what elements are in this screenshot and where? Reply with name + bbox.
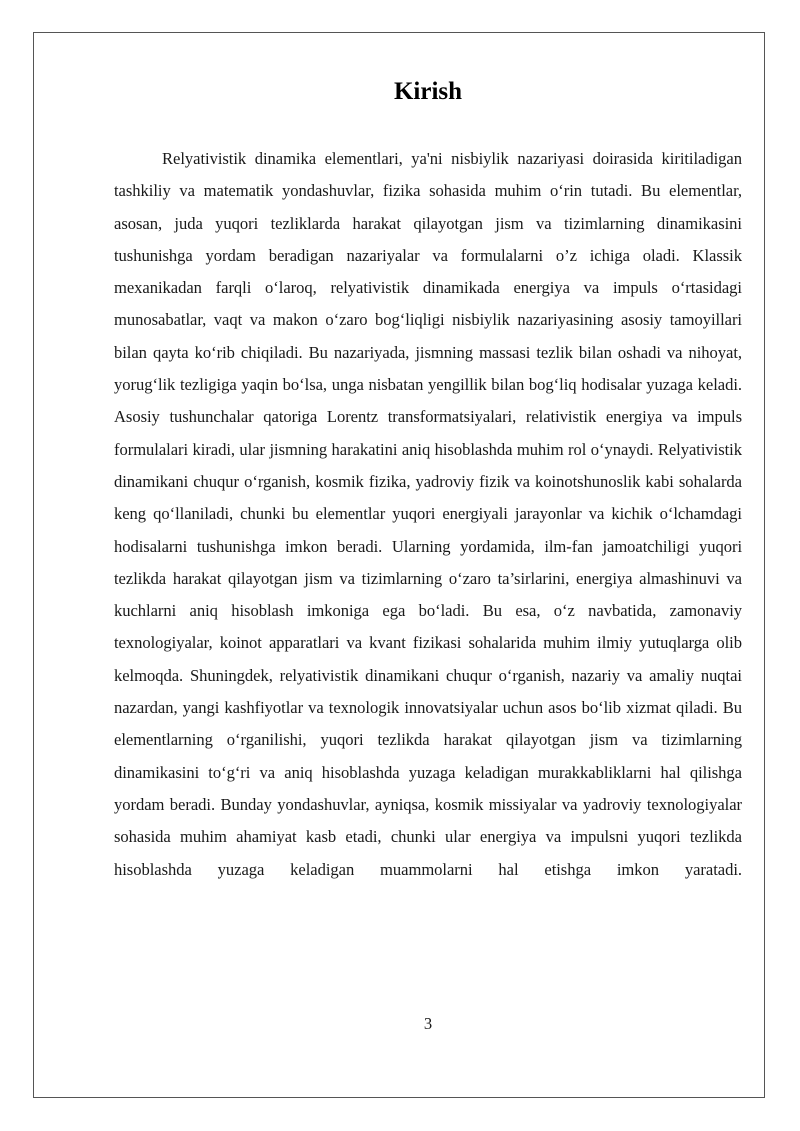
page-number: 3: [423, 1014, 433, 1033]
page-title: Kirish: [393, 78, 463, 105]
body-paragraph: Relyativistik dinamika elementlari, ya'ni nisbiylik nazariyasi doirasida kiritiladigan tashkiliy va matematik yondashuvlar, fizika sohasida muhim o‘rin tutadi. Bu elementlar, asosan, juda yuqori tezliklarda harakat qilayotgan jism va tizimlarning dinamikasini tushunishga yordam beradigan nazariyalar va formulalarni o’z ichiga oladi. Klassik mexanikadan farqli o‘laroq, relyativistik dinamikada energiya va impuls o‘rtasidagi munosabatlar, vaqt va makon o‘zaro bog‘liqligi nisbiylik nazariyasining asosiy tamoyillari bilan qayta ko‘rib chiqiladi. Bu nazariyada, jismning massasi tezlik bilan oshadi va nihoyat, yorug‘lik tezligiga yaqin bo‘lsa, unga nisbatan yengillik bilan bog‘liq hodisalar yuzaga keladi. Asosiy tushunchalar qatoriga Lorentz transformatsiyalari, relativistik energiya va impuls formulalari kiradi, ular jismning harakatini aniq hisoblashda muhim rol o‘ynaydi. Relyativistik dinamikani chuqur o‘rganish, kosmik fizika, yadroviy fizik va koinotshunoslik kabi sohalarda keng qo‘llaniladi, chunki bu elementlar yuqori energiyali jarayonlar va kichik o‘lchamdagi hodisalarni tushunishga imkon beradi. Ularning yordamida, ilm-fan jamoatchiligi yuqori tezlikda harakat qilayotgan jism va tizimlarning o‘zaro ta’sirlarini, energiya almashinuvi va kuchlarni aniq hisoblash imkoniga ega bo‘ladi. Bu esa, o‘z navbatida, zamonaviy texnologiyalar, koinot apparatlari va kvant fizikasi sohalarida muhim ilmiy yutuqlarga olib kelmoqda. Shuningdek, relyativistik dinamikani chuqur o‘rganish, nazariy va amaliy nuqtai nazardan, yangi kashfiyotlar va texnologik innovatsiyalar uchun asos bo‘lib xizmat qiladi. Bu elementlarning o‘rganilishi, yuqori tezlikda harakat qilayotgan jism va tizimlarning dinamikasini to‘g‘ri va aniq hisoblashda yuzaga keladigan murakkabliklarni hal qilishga yordam beradi. Bunday yondashuvlar, ayniqsa, kosmik missiyalar va yadroviy texnologiyalar sohasida muhim ahamiyat kasb etadi, chunki ular energiya va impulsni yuqori tezlikda hisoblashda yuzaga keladigan muammolarni hal etishga imkon yaratadi.: [114, 149, 742, 879]
